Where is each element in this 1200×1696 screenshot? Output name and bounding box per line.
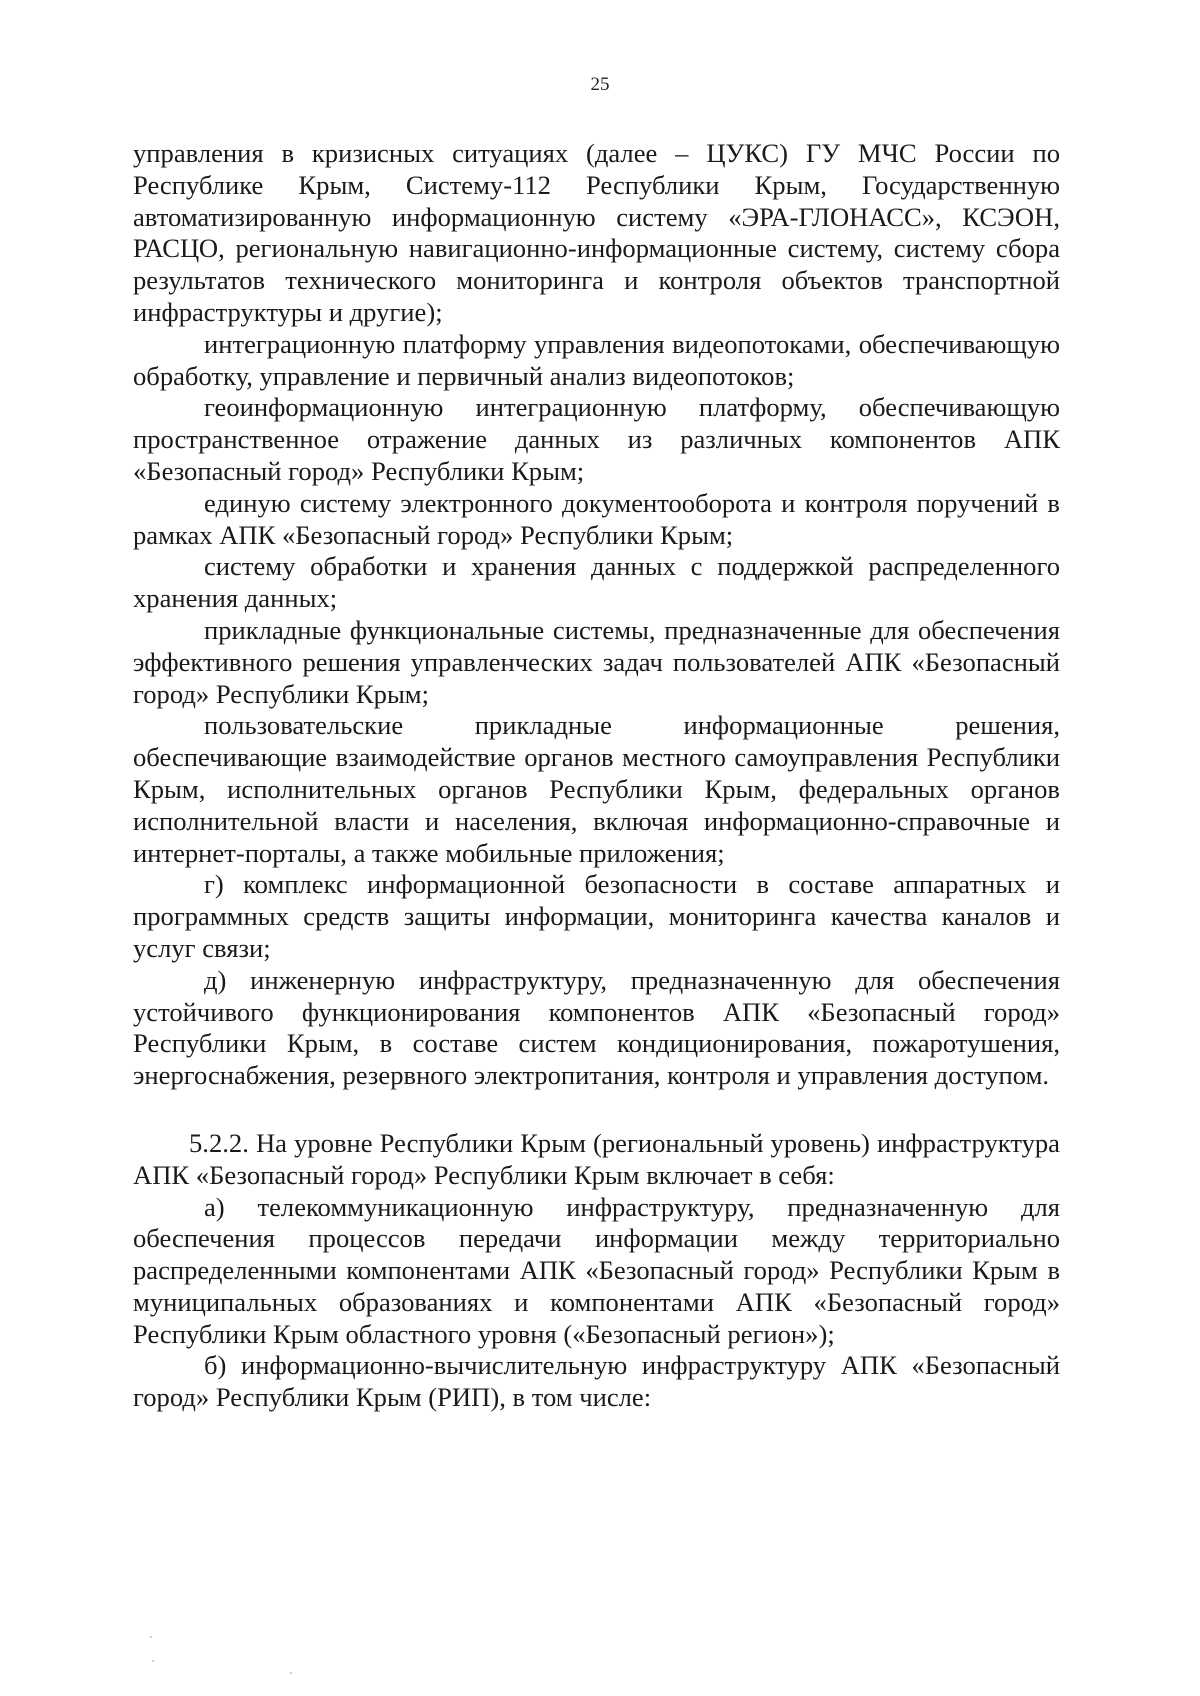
paragraph-user-solutions: пользовательские прикладные информационные решения, обеспечивающие взаимодействие органов местного самоуправления Республики Крым, исполнительных органов Республики Крым, федеральных органов исполнительной власти и населения, включая информационно-справочные и интернет-порталы, а также мобильные приложения; — [133, 710, 1060, 868]
paragraph-cuks-continuation: управления в кризисных ситуациях (далее – ЦУКС) ГУ МЧС России по Республике Крым, Систему-112 Республики Крым, Государственную автоматизированную информационную систему «ЭРА-ГЛОНАСС», КСЭОН, РАСЦО, региональную навигационно-информационные систему, систему сбора результатов технического мониторинга и контроля объектов транспортной инфраструктуры и другие); — [133, 138, 1060, 327]
paragraph-applied-systems: прикладные функциональные системы, предназначенные для обеспечения эффективного решения управленческих задач пользователей АПК «Безопасный город» Республики Крым; — [133, 614, 1060, 709]
paragraph-item-b-computing: б) информационно-вычислительную инфраструктуру АПК «Безопасный город» Республики Крым (РИП), в том числе: — [133, 1350, 1060, 1413]
scan-speck — [152, 1660, 154, 1662]
page-number: 25 — [590, 74, 610, 95]
paragraph-item-a-telecom: а) телекоммуникационную инфраструктуру, предназначенную для обеспечения процессов передачи информации между территориально распределенными компонентами АПК «Безопасный город» Республики Крым в муниципальных образованиях и компонентами АПК «Безопасный город» Республики Крым областного уровня («Безопасный регион»); — [133, 1191, 1060, 1349]
paragraph-section-5-2-2: 5.2.2. На уровне Республики Крым (региональный уровень) инфраструктура АПК «Безопасный город» Республики Крым включает в себя: — [133, 1127, 1060, 1190]
paragraph-data-storage-system: систему обработки и хранения данных с поддержкой распределенного хранения данных; — [133, 551, 1060, 614]
document-body — [133, 138, 1060, 1414]
paragraph-item-d-engineering: д) инженерную инфраструктуру, предназначенную для обеспечения устойчивого функционирования компонентов АПК «Безопасный город» Республики Крым, в составе систем кондиционирования, пожаротушения, энергоснабжения, резервного электропитания, контроля и управления доступом. — [133, 964, 1060, 1091]
section-gap — [133, 1092, 1060, 1128]
paragraph-document-flow-system: единую систему электронного документооборота и контроля поручений в рамках АПК «Безопасный город» Республики Крым; — [133, 487, 1060, 550]
paragraph-video-platform: интеграционную платформу управления видеопотоками, обеспечивающую обработку, управление и первичный анализ видеопотоков; — [133, 328, 1060, 391]
scan-speck — [150, 1636, 152, 1638]
paragraph-item-g-security: г) комплекс информационной безопасности в составе аппаратных и программных средств защиты информации, мониторинга качества каналов и услуг связи; — [133, 869, 1060, 963]
scan-speck — [290, 1672, 292, 1674]
paragraph-geoinformation-platform: геоинформационную интеграционную платформу, обеспечивающую пространственное отражение данных из различных компонентов АПК «Безопасный город» Республики Крым; — [133, 392, 1060, 486]
